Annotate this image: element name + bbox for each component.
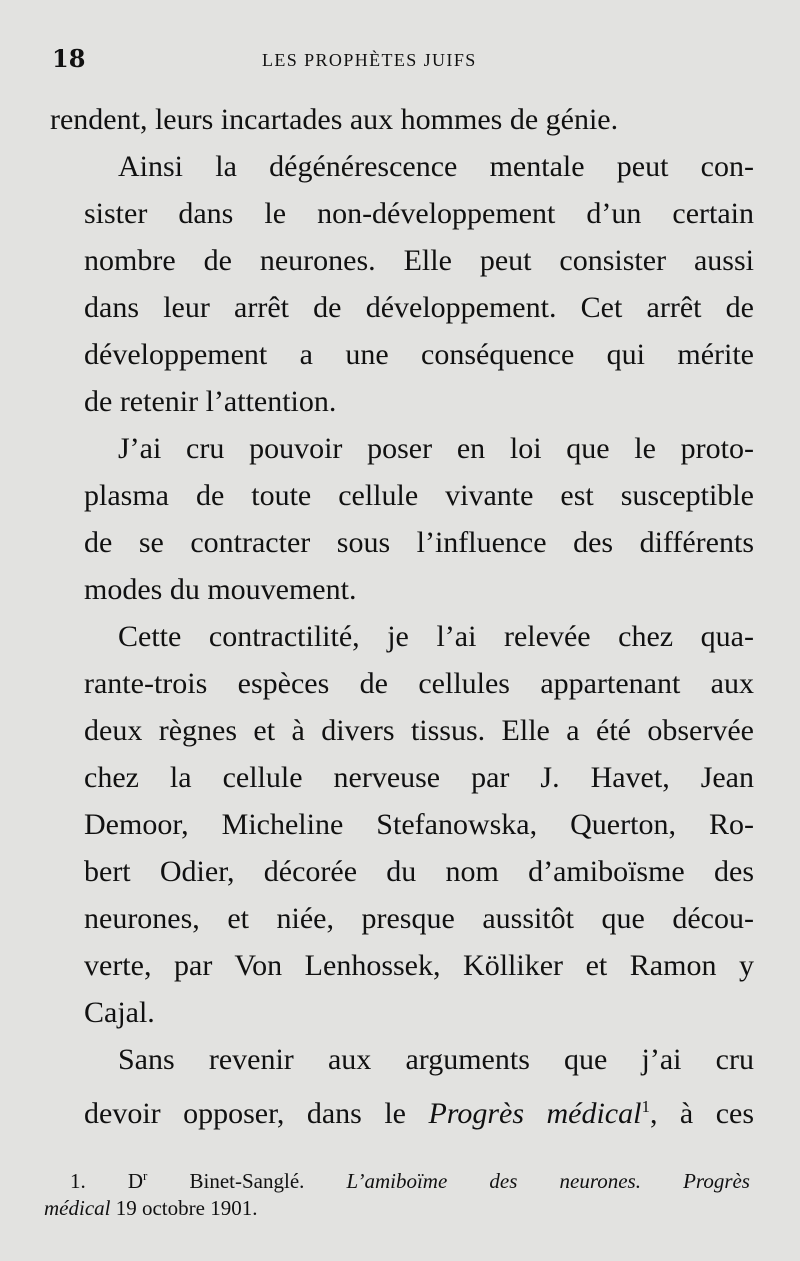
text-line-with-citation — [50, 1083, 754, 1137]
footnote-number: 1. D — [70, 1169, 144, 1193]
journal-title: Progrès médical — [428, 1097, 642, 1130]
text-line: Sans revenir aux arguments que j’ai cru — [118, 1043, 754, 1076]
footnote — [44, 1162, 750, 1222]
footnote-line — [44, 1195, 750, 1222]
text-line: Demoor, Micheline Stefanowska, Querton, Ro- — [84, 808, 754, 841]
paragraph-protoplasma — [50, 425, 754, 613]
paragraph-continuation — [50, 96, 754, 143]
text-line: plasma de toute cellule vivante est susceptible — [84, 479, 754, 512]
footnote-article-title: L’amiboïme des neurones. Progrès — [346, 1169, 750, 1193]
text-line: dans leur arrêt de développement. Cet arrêt de — [84, 291, 754, 324]
text-line: neurones, et niée, presque aussitôt que décou- — [84, 902, 754, 935]
paragraph-contractilite — [50, 613, 754, 1036]
page-number: 18 — [52, 44, 86, 73]
footnote-author: Binet-Sanglé. — [147, 1169, 347, 1193]
text-line: rante-trois espèces de cellules appartenant aux — [84, 667, 754, 700]
footnote-date: 19 octobre 1901. — [110, 1196, 258, 1220]
footnote-line — [44, 1162, 750, 1195]
text-line: J’ai cru pouvoir poser en loi que le proto- — [118, 432, 754, 465]
text-line: Ainsi la dégénérescence mentale peut con- — [118, 150, 754, 183]
text-line: modes du mouvement. — [84, 573, 357, 606]
text-line: sister dans le non-développement d’un certain — [84, 197, 754, 230]
text-line: bert Odier, décorée du nom d’amiboïsme des — [84, 855, 754, 888]
text-line: Cette contractilité, je l’ai relevée chez qua- — [118, 620, 754, 653]
paragraph-degenerescence — [50, 143, 754, 425]
running-head — [52, 44, 752, 74]
text-line: développement a une conséquence qui mérite — [84, 338, 754, 371]
footnote-ref: 1 — [641, 1097, 650, 1116]
text-line: verte, par Von Lenhossek, Kölliker et Ramon y — [84, 949, 754, 982]
text-line: chez la cellule nerveuse par J. Havet, Jean — [84, 761, 754, 794]
text-line: Cajal. — [84, 996, 155, 1029]
text-line: deux règnes et à divers tissus. Elle a été observée — [84, 714, 754, 747]
text-fragment: , à ces — [649, 1097, 754, 1130]
text-fragment: devoir opposer, dans le — [84, 1097, 429, 1130]
text-line: de se contracter sous l’influence des différents — [84, 526, 754, 559]
footnote-sup: r — [143, 1168, 148, 1183]
text-line: nombre de neurones. Elle peut consister aussi — [84, 244, 754, 277]
body-text — [50, 96, 754, 1137]
text-line: de retenir l’attention. — [84, 385, 337, 418]
text-line: rendent, leurs incartades aux hommes de génie. — [50, 103, 619, 136]
running-title: LES PROPHÈTES JUIFS — [262, 50, 477, 70]
paragraph-arguments — [50, 1036, 754, 1137]
footnote-journal: médical — [44, 1196, 111, 1220]
